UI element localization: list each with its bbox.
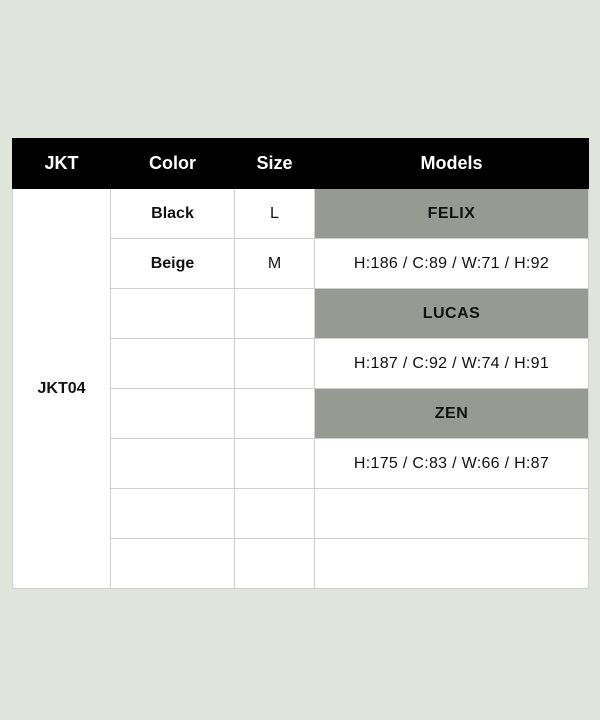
model-measurement-cell: H:187 / C:92 / W:74 / H:91 xyxy=(315,339,589,389)
column-header-size: Size xyxy=(235,139,315,189)
model-measurement-cell: H:175 / C:83 / W:66 / H:87 xyxy=(315,439,589,489)
size-cell xyxy=(235,489,315,539)
color-cell xyxy=(111,289,235,339)
color-cell xyxy=(111,539,235,589)
table-header xyxy=(13,139,589,189)
size-cell: M xyxy=(235,239,315,289)
size-cell xyxy=(235,289,315,339)
color-cell: Beige xyxy=(111,239,235,289)
color-cell xyxy=(111,489,235,539)
table-body xyxy=(13,189,589,589)
size-spec-table-container xyxy=(12,138,588,589)
color-cell xyxy=(111,389,235,439)
model-name-cell: FELIX xyxy=(315,189,589,239)
size-cell xyxy=(235,539,315,589)
color-cell xyxy=(111,439,235,489)
size-cell xyxy=(235,439,315,489)
color-cell xyxy=(111,339,235,389)
color-cell: Black xyxy=(111,189,235,239)
column-header-jkt: JKT xyxy=(13,139,111,189)
product-code-cell: JKT04 xyxy=(13,189,111,589)
model-measurement-cell: H:186 / C:89 / W:71 / H:92 xyxy=(315,239,589,289)
model-name-cell: LUCAS xyxy=(315,289,589,339)
table-header-row xyxy=(13,139,589,189)
size-cell: L xyxy=(235,189,315,239)
column-header-color: Color xyxy=(111,139,235,189)
size-cell xyxy=(235,389,315,439)
model-empty-cell xyxy=(315,489,589,539)
model-name-cell: ZEN xyxy=(315,389,589,439)
model-empty-cell xyxy=(315,539,589,589)
table-row xyxy=(13,189,589,239)
column-header-models: Models xyxy=(315,139,589,189)
size-cell xyxy=(235,339,315,389)
size-spec-table xyxy=(12,138,589,589)
